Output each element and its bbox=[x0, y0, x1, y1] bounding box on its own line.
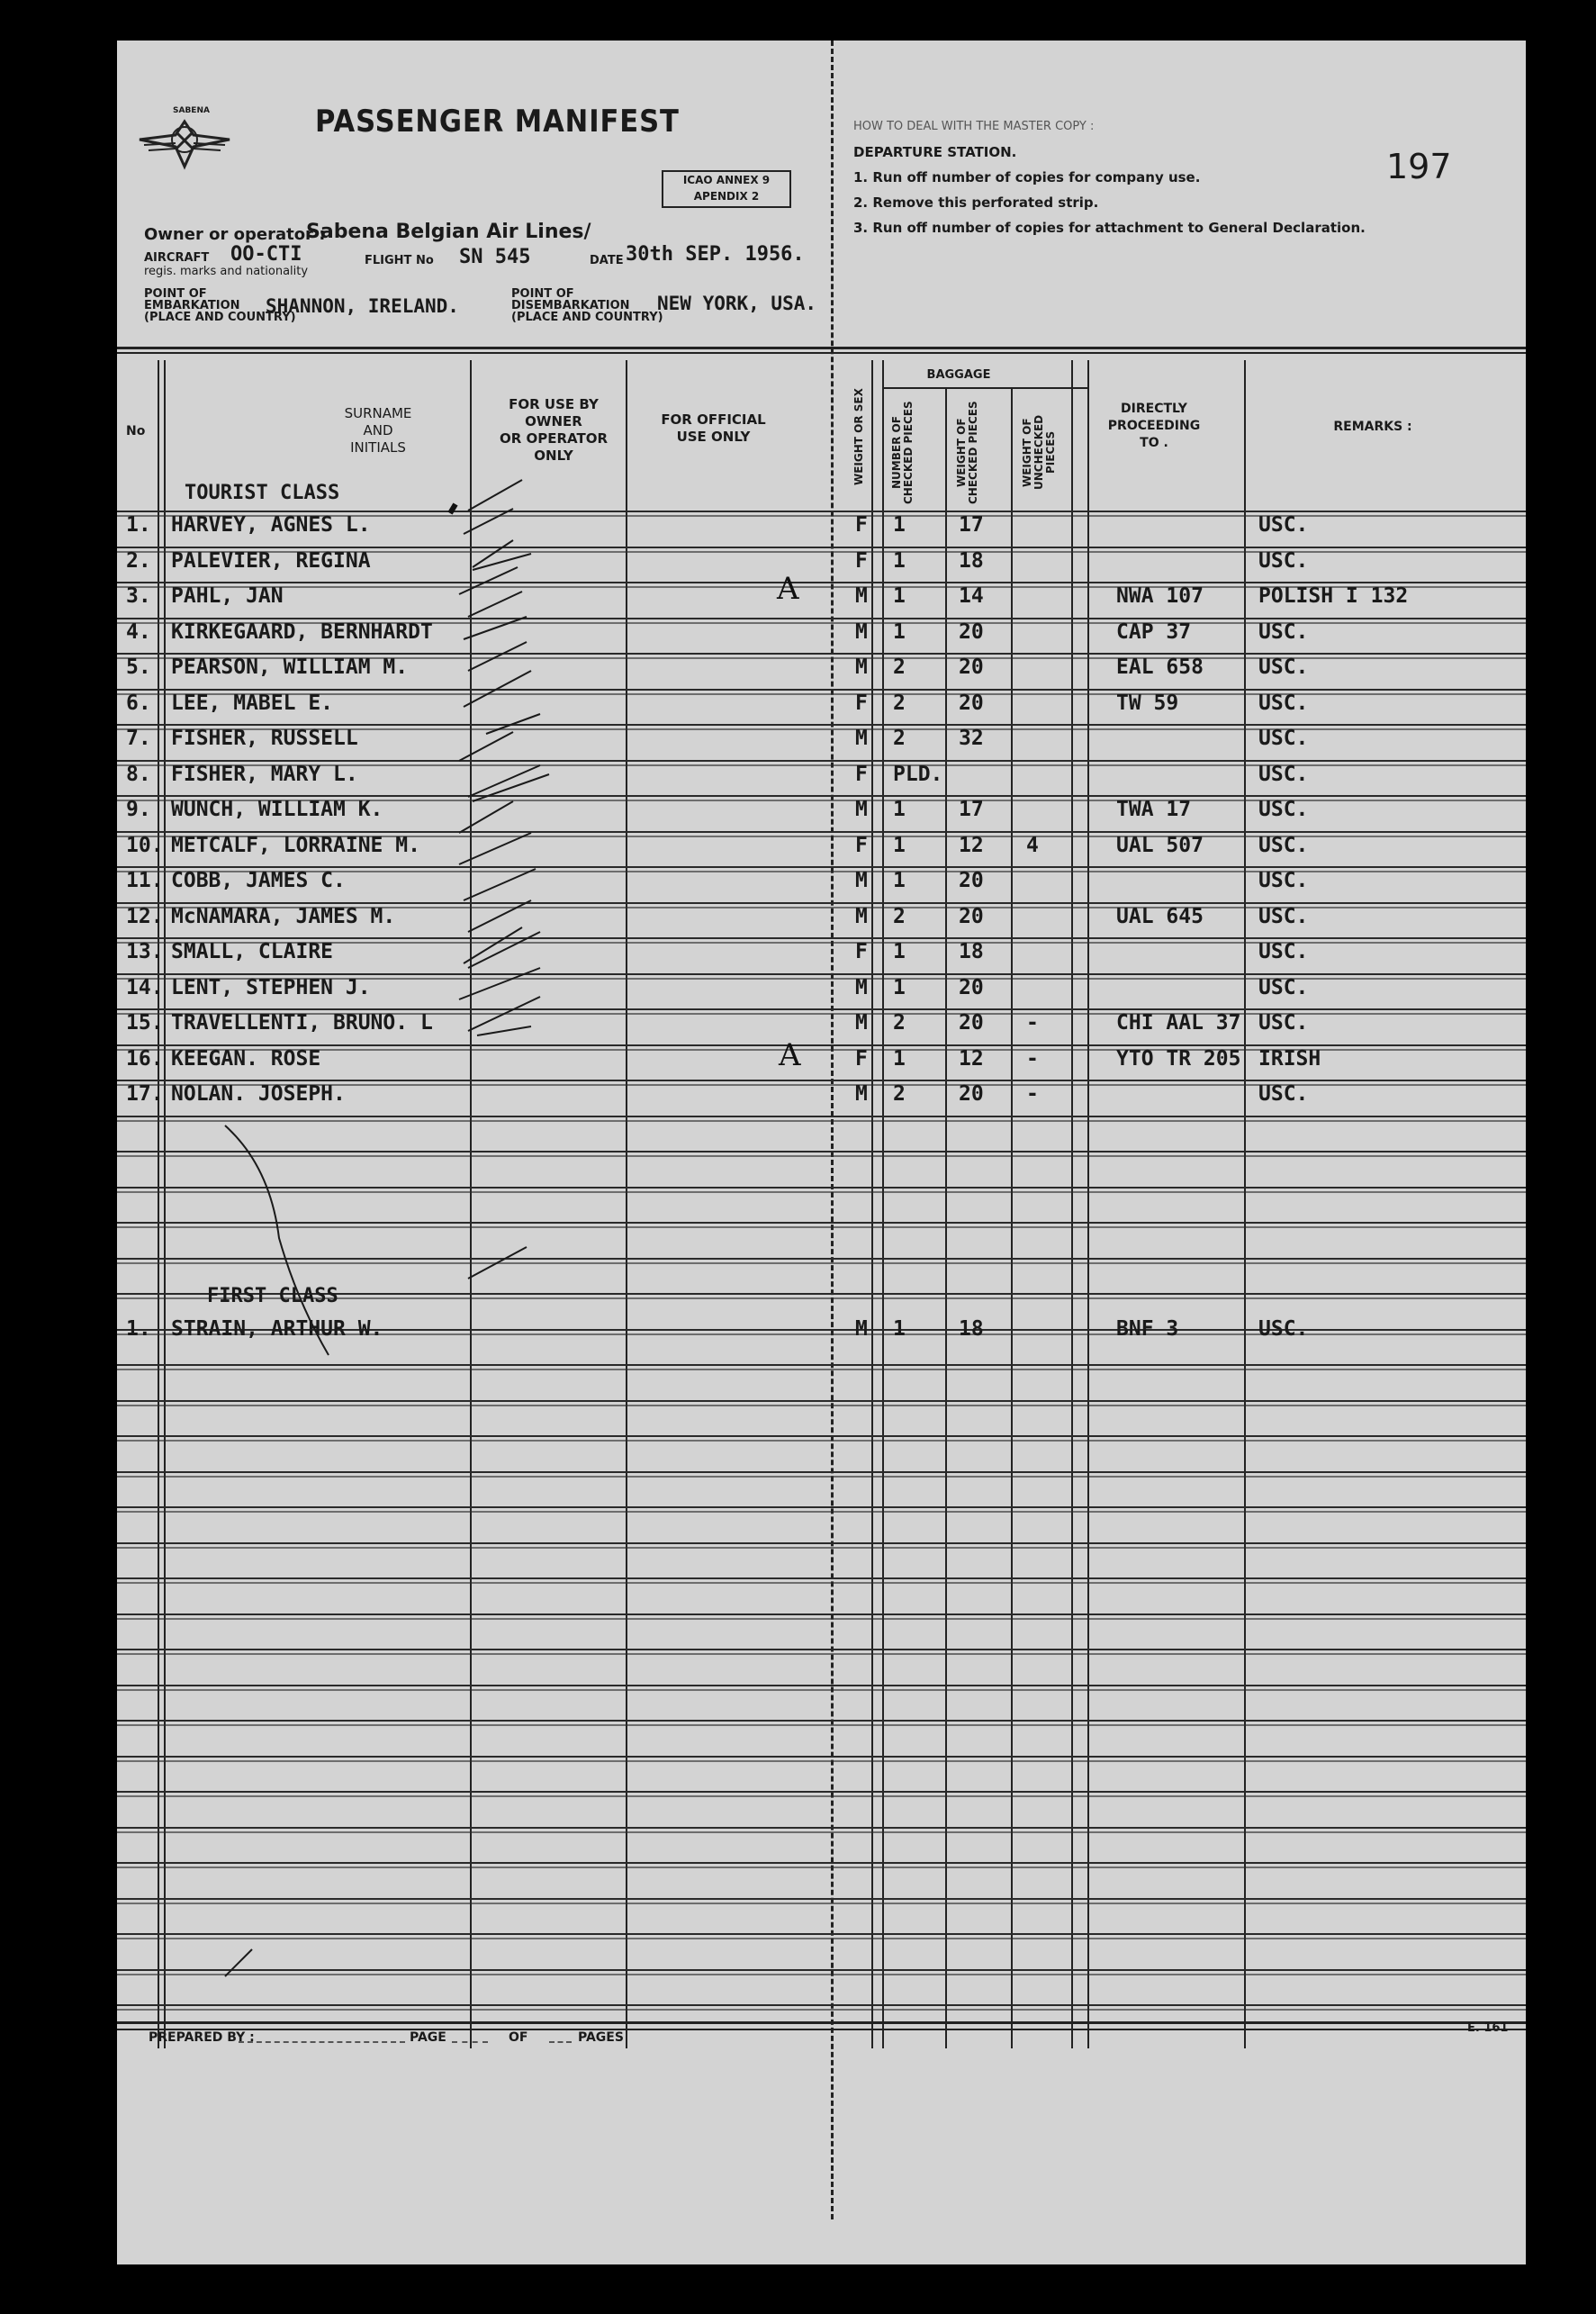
tourist-pieces-13: 1 bbox=[893, 940, 906, 963]
tourist-pieces-4: 1 bbox=[893, 619, 906, 644]
tourist-no-5: 5. bbox=[126, 655, 151, 679]
of-label: OF bbox=[509, 2030, 528, 2045]
tourist-sex-9: M bbox=[855, 798, 868, 821]
instructions-line-0: DEPARTURE STATION. bbox=[853, 144, 1017, 160]
tourist-no-10: 10. bbox=[126, 833, 164, 857]
tourist-proceed-10: UAL 507 bbox=[1116, 833, 1204, 857]
prepared-by-label: PREPARED BY : bbox=[149, 2030, 255, 2045]
owner-value: Sabena Belgian Air Lines/ bbox=[306, 221, 591, 243]
tourist-no-3: 3. bbox=[126, 584, 151, 608]
tourist-name-16: KEEGAN. ROSE bbox=[171, 1046, 321, 1071]
tourist-pieces-2: 1 bbox=[893, 548, 906, 573]
owner-label: Owner or operator : bbox=[144, 225, 326, 244]
col-num-checked: NUMBER OF CHECKED PIECES bbox=[890, 401, 915, 504]
tourist-unchecked-17: - bbox=[1026, 1082, 1039, 1106]
tourist-sex-5: M bbox=[855, 655, 868, 679]
tourist-proceed-5: EAL 658 bbox=[1116, 655, 1204, 679]
tourist-no-9: 9. bbox=[126, 798, 151, 821]
pages-field bbox=[549, 2041, 572, 2043]
tourist-weight-11: 20 bbox=[959, 869, 984, 892]
col-no: No bbox=[126, 424, 146, 438]
first-sex-1: M bbox=[855, 1317, 868, 1341]
tourist-no-17: 17. bbox=[126, 1082, 164, 1106]
tourist-pieces-1: 1 bbox=[893, 513, 906, 537]
icao-line-2: APENDIX 2 bbox=[693, 190, 760, 203]
tourist-pieces-11: 1 bbox=[893, 869, 906, 892]
tourist-name-3: PAHL, JAN bbox=[171, 584, 284, 608]
embark-label-1: POINT OF bbox=[144, 287, 207, 301]
tourist-sex-4: M bbox=[855, 619, 868, 644]
tourist-name-13: SMALL, CLAIRE bbox=[171, 940, 334, 963]
tourist-name-7: FISHER, RUSSELL bbox=[171, 727, 358, 750]
tourist-sex-1: F bbox=[855, 513, 868, 537]
tourist-no-11: 11. bbox=[126, 869, 164, 892]
tourist-proceed-6: TW 59 bbox=[1116, 691, 1179, 715]
first-weight-1: 18 bbox=[959, 1317, 984, 1341]
tourist-weight-16: 12 bbox=[959, 1046, 984, 1071]
disembark-sub: (PLACE AND COUNTRY) bbox=[511, 311, 663, 324]
tourist-sex-12: M bbox=[855, 904, 868, 928]
tourist-weight-2: 18 bbox=[959, 548, 984, 573]
col-surname: SURNAME AND INITIALS bbox=[344, 405, 412, 456]
col-weight-checked: WEIGHT OF CHECKED PIECES bbox=[955, 401, 979, 504]
tourist-remarks-9: USC. bbox=[1258, 798, 1309, 821]
tourist-pieces-14: 1 bbox=[893, 975, 906, 999]
tourist-weight-10: 12 bbox=[959, 833, 984, 857]
official-mark-a2: A bbox=[779, 1037, 801, 1073]
handwritten-marks bbox=[117, 41, 1526, 2264]
tourist-remarks-13: USC. bbox=[1258, 940, 1309, 963]
tourist-unchecked-10: 4 bbox=[1026, 833, 1039, 857]
tourist-weight-13: 18 bbox=[959, 940, 984, 963]
embark-sub: (PLACE AND COUNTRY) bbox=[144, 311, 296, 324]
aircraft-value: OO-CTI bbox=[230, 243, 302, 266]
col-proceeding: DIRECTLY PROCEEDING TO . bbox=[1107, 402, 1201, 450]
instructions-title: HOW TO DEAL WITH THE MASTER COPY : bbox=[853, 120, 1095, 133]
tourist-remarks-15: USC. bbox=[1258, 1011, 1309, 1035]
tourist-name-1: HARVEY, AGNES L. bbox=[171, 513, 371, 537]
tourist-no-4: 4. bbox=[126, 619, 151, 644]
tourist-sex-10: F bbox=[855, 833, 868, 857]
tourist-pieces-5: 2 bbox=[893, 655, 906, 679]
tourist-class-label: TOURIST CLASS bbox=[185, 482, 340, 504]
tourist-pieces-16: 1 bbox=[893, 1046, 906, 1071]
tourist-weight-17: 20 bbox=[959, 1082, 984, 1106]
tourist-proceed-3: NWA 107 bbox=[1116, 584, 1204, 608]
tourist-name-2: PALEVIER, REGINA bbox=[171, 548, 371, 573]
tourist-sex-8: F bbox=[855, 762, 868, 786]
tourist-remarks-11: USC. bbox=[1258, 869, 1309, 892]
tourist-sex-17: M bbox=[855, 1082, 868, 1106]
tourist-no-16: 16. bbox=[126, 1046, 164, 1071]
tourist-sex-6: F bbox=[855, 691, 868, 715]
tourist-sex-3: M bbox=[855, 584, 868, 608]
tourist-weight-9: 17 bbox=[959, 798, 984, 821]
tourist-name-14: LENT, STEPHEN J. bbox=[171, 975, 371, 999]
aircraft-sub: regis. marks and nationality bbox=[144, 265, 309, 278]
page-label: PAGE bbox=[410, 2030, 446, 2045]
tourist-weight-7: 32 bbox=[959, 727, 984, 750]
instructions-line-2: 2. Remove this perforated strip. bbox=[853, 194, 1099, 211]
tourist-pieces-10: 1 bbox=[893, 833, 906, 857]
tourist-weight-3: 14 bbox=[959, 584, 984, 608]
disembark-label-2: DISEMBARKATION bbox=[511, 299, 630, 312]
tourist-no-12: 12. bbox=[126, 904, 164, 928]
first-class-label: FIRST CLASS bbox=[207, 1285, 338, 1307]
tourist-no-6: 6. bbox=[126, 691, 151, 715]
col-weight-unchecked: WEIGHT OF UNCHECKED PIECES bbox=[1021, 414, 1057, 491]
tourist-remarks-10: USC. bbox=[1258, 833, 1309, 857]
tourist-name-5: PEARSON, WILLIAM M. bbox=[171, 655, 409, 679]
date-value: 30th SEP. 1956. bbox=[626, 243, 805, 266]
pages-label: PAGES bbox=[578, 2030, 624, 2045]
tourist-name-11: COBB, JAMES C. bbox=[171, 869, 346, 892]
tourist-name-6: LEE, MABEL E. bbox=[171, 691, 334, 715]
flight-label: FLIGHT No bbox=[365, 254, 434, 267]
tourist-no-2: 2. bbox=[126, 548, 151, 573]
col-baggage: BAGGAGE bbox=[926, 368, 991, 382]
tourist-pieces-17: 2 bbox=[893, 1082, 906, 1106]
disembark-label-1: POINT OF bbox=[511, 287, 574, 301]
tourist-pieces-3: 1 bbox=[893, 584, 906, 608]
tourist-name-12: McNAMARA, JAMES M. bbox=[171, 904, 396, 928]
tourist-remarks-14: USC. bbox=[1258, 975, 1309, 999]
tourist-sex-7: M bbox=[855, 727, 868, 750]
tourist-pieces-6: 2 bbox=[893, 691, 906, 715]
tourist-name-10: METCALF, LORRAINE M. bbox=[171, 833, 420, 857]
tourist-weight-15: 20 bbox=[959, 1011, 984, 1035]
embark-value: SHANNON, IRELAND. bbox=[266, 295, 459, 317]
prepared-by-field bbox=[239, 2041, 405, 2043]
tourist-no-15: 15. bbox=[126, 1011, 164, 1035]
tourist-unchecked-16: - bbox=[1026, 1046, 1039, 1071]
embark-label-2: EMBARKATION bbox=[144, 299, 240, 312]
tourist-remarks-8: USC. bbox=[1258, 762, 1309, 786]
tourist-pieces-7: 2 bbox=[893, 727, 906, 750]
col-owner-use: FOR USE BY OWNER OR OPERATOR ONLY bbox=[499, 396, 609, 464]
tourist-unchecked-15: - bbox=[1026, 1011, 1039, 1035]
tourist-proceed-12: UAL 645 bbox=[1116, 904, 1204, 928]
tourist-remarks-7: USC. bbox=[1258, 727, 1309, 750]
tourist-name-15: TRAVELLENTI, BRUNO. L bbox=[171, 1011, 433, 1035]
form-code: E. 161 bbox=[1467, 2021, 1509, 2035]
disembark-value: NEW YORK, USA. bbox=[657, 293, 817, 314]
col-remarks: REMARKS : bbox=[1333, 420, 1412, 434]
icao-line-1: ICAO ANNEX 9 bbox=[682, 174, 771, 186]
tourist-pieces-9: 1 bbox=[893, 798, 906, 821]
tourist-name-9: WUNCH, WILLIAM K. bbox=[171, 798, 383, 821]
tourist-sex-14: M bbox=[855, 975, 868, 999]
tourist-name-4: KIRKEGAARD, BERNHARDT bbox=[171, 619, 433, 644]
tourist-sex-15: M bbox=[855, 1011, 868, 1035]
tourist-remarks-2: USC. bbox=[1258, 548, 1309, 573]
flight-value: SN 545 bbox=[459, 246, 531, 268]
tourist-no-7: 7. bbox=[126, 727, 151, 750]
tourist-pieces-8: PLD. bbox=[893, 762, 943, 786]
instructions-line-3: 3. Run off number of copies for attachment to General Declaration. bbox=[853, 220, 1366, 236]
tourist-no-13: 13. bbox=[126, 940, 164, 963]
tourist-pieces-12: 2 bbox=[893, 904, 906, 928]
manifest-title: PASSENGER MANIFEST bbox=[315, 104, 680, 140]
tourist-name-17: NOLAN. JOSEPH. bbox=[171, 1082, 346, 1106]
tourist-name-8: FISHER, MARY L. bbox=[171, 762, 358, 786]
tourist-proceed-4: CAP 37 bbox=[1116, 619, 1192, 644]
page-number: 197 bbox=[1386, 147, 1452, 186]
tourist-weight-6: 20 bbox=[959, 691, 984, 715]
first-proceed-1: BNF 3 bbox=[1116, 1317, 1179, 1341]
tourist-proceed-9: TWA 17 bbox=[1116, 798, 1192, 821]
tourist-no-8: 8. bbox=[126, 762, 151, 786]
tourist-weight-4: 20 bbox=[959, 619, 984, 644]
tourist-remarks-16: IRISH bbox=[1258, 1046, 1321, 1071]
tourist-sex-13: F bbox=[855, 940, 868, 963]
tourist-remarks-4: USC. bbox=[1258, 619, 1309, 644]
tourist-remarks-17: USC. bbox=[1258, 1082, 1309, 1106]
tourist-sex-16: F bbox=[855, 1046, 868, 1071]
tourist-remarks-6: USC. bbox=[1258, 691, 1309, 715]
instructions-line-1: 1. Run off number of copies for company use. bbox=[853, 169, 1201, 185]
tourist-remarks-1: USC. bbox=[1258, 513, 1309, 537]
col-official-use: FOR OFFICIAL USE ONLY bbox=[661, 411, 766, 445]
tourist-weight-12: 20 bbox=[959, 904, 984, 928]
tourist-remarks-3: POLISH I 132 bbox=[1258, 584, 1409, 608]
manifest-sheet bbox=[117, 41, 1526, 2264]
first-name-1: STRAIN, ARTHUR W. bbox=[171, 1317, 383, 1341]
tourist-remarks-12: USC. bbox=[1258, 904, 1309, 928]
tourist-sex-11: M bbox=[855, 869, 868, 892]
tourist-no-14: 14. bbox=[126, 975, 164, 999]
first-pieces-1: 1 bbox=[893, 1317, 906, 1341]
tourist-no-1: 1. bbox=[126, 513, 151, 537]
first-remarks-1: USC. bbox=[1258, 1317, 1309, 1341]
logo-text: SABENA bbox=[173, 106, 210, 115]
col-weight-sex: WEIGHT OR SEX bbox=[852, 388, 865, 485]
tourist-weight-5: 20 bbox=[959, 655, 984, 679]
date-label: DATE bbox=[590, 254, 624, 267]
tourist-weight-14: 20 bbox=[959, 975, 984, 999]
aircraft-label: AIRCRAFT bbox=[144, 251, 210, 265]
tourist-proceed-15: CHI AAL 37 bbox=[1116, 1011, 1241, 1035]
tourist-proceed-16: YTO TR 205 bbox=[1116, 1046, 1241, 1071]
first-no-1: 1. bbox=[126, 1317, 151, 1341]
tourist-sex-2: F bbox=[855, 548, 868, 573]
tourist-pieces-15: 2 bbox=[893, 1011, 906, 1035]
tourist-weight-1: 17 bbox=[959, 513, 984, 537]
tourist-remarks-5: USC. bbox=[1258, 655, 1309, 679]
page-field bbox=[452, 2041, 488, 2043]
official-mark-a1: A bbox=[777, 571, 799, 607]
